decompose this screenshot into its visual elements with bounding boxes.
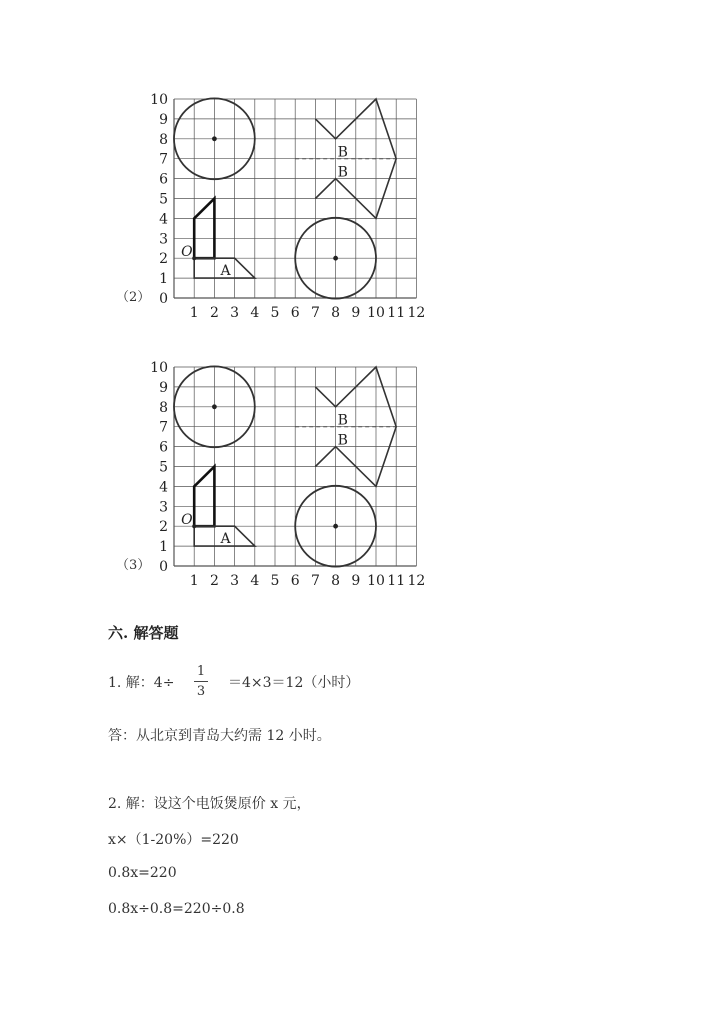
x-tick-label: 9: [351, 305, 361, 321]
x-tick-label: 5: [270, 573, 280, 589]
shape-b-label: B: [337, 432, 348, 449]
coordinate-grid-2: [108, 90, 438, 320]
x-tick-label: 7: [310, 573, 320, 589]
shape-rotated: [194, 199, 214, 259]
y-tick-label: 8: [159, 399, 168, 416]
y-tick-label: 5: [159, 459, 168, 476]
y-tick-label: 6: [159, 439, 168, 456]
circle-bottom-center: [333, 524, 338, 529]
figure-label-2: （2）: [116, 290, 151, 305]
origin-point: [192, 256, 196, 260]
q1-prefix: 1. 解：4÷: [108, 675, 175, 691]
figure-label-3: （3）: [116, 558, 151, 573]
y-tick-label: 3: [159, 499, 168, 516]
x-tick-label: 1: [189, 305, 199, 321]
y-tick-label: 7: [159, 151, 168, 168]
x-tick-label: 3: [230, 305, 240, 321]
origin-point: [192, 524, 196, 528]
x-tick-label: 5: [270, 305, 280, 321]
y-tick-label: 5: [159, 191, 168, 208]
y-tick-label: 2: [159, 251, 168, 268]
y-tick-label: 0: [159, 559, 168, 575]
shape-rotated: [194, 467, 214, 527]
shape-b-label: B: [337, 144, 348, 161]
y-tick-label: 1: [159, 539, 168, 556]
x-tick-label: 11: [387, 305, 406, 321]
circle-top-center: [212, 404, 217, 409]
x-tick-label: 8: [331, 573, 341, 589]
y-tick-label: 9: [159, 379, 168, 396]
x-tick-label: 8: [331, 305, 341, 321]
shape-a-label: A: [220, 531, 231, 548]
shape-a-label: A: [220, 263, 231, 280]
coordinate-figure-3: [108, 358, 438, 588]
q2-line-2: x×（1-20%）=220: [108, 832, 239, 848]
y-tick-label: 2: [159, 519, 168, 536]
x-tick-label: 6: [290, 573, 300, 589]
x-tick-label: 12: [407, 573, 426, 589]
shape-b-label: B: [337, 412, 348, 429]
x-tick-label: 12: [407, 305, 426, 321]
q2-line-4: 0.8x÷0.8=220÷0.8: [108, 901, 245, 917]
fraction-numerator: 1: [196, 664, 206, 679]
y-tick-label: 7: [159, 419, 168, 436]
shape-b-label: B: [337, 164, 348, 181]
x-tick-label: 10: [367, 305, 385, 321]
q2-line-3: 0.8x=220: [108, 865, 177, 881]
coordinate-grid-3: [108, 358, 438, 588]
origin-label: O: [181, 512, 193, 529]
y-tick-label: 4: [159, 211, 168, 228]
y-tick-label: 1: [159, 271, 168, 288]
fraction-denominator: 3: [196, 684, 206, 699]
q1-fraction: [194, 664, 208, 699]
x-tick-label: 2: [209, 573, 219, 589]
x-tick-label: 1: [189, 573, 199, 589]
y-tick-label: 4: [159, 479, 168, 496]
x-tick-label: 6: [290, 305, 300, 321]
q1-suffix: ＝4×3＝12（小时）: [228, 675, 360, 691]
circle-top-center: [212, 136, 217, 141]
y-tick-label: 0: [159, 291, 168, 307]
x-tick-label: 3: [230, 573, 240, 589]
y-tick-label: 9: [159, 111, 168, 128]
y-tick-label: 3: [159, 231, 168, 248]
q2-line-1: 2. 解：设这个电饭煲原价 x 元，: [108, 796, 311, 812]
x-tick-label: 11: [387, 573, 406, 589]
q1-answer: 答：从北京到青岛大约需 12 小时。: [108, 728, 331, 744]
y-tick-label: 6: [159, 171, 168, 188]
x-tick-label: 2: [209, 305, 219, 321]
x-tick-label: 10: [367, 573, 385, 589]
x-tick-label: 7: [310, 305, 320, 321]
section-title: 六. 解答题: [108, 624, 179, 642]
x-tick-label: 4: [250, 573, 260, 589]
coordinate-figure-2: [108, 90, 438, 320]
circle-bottom-center: [333, 256, 338, 261]
origin-label: O: [181, 244, 193, 261]
x-tick-label: 9: [351, 573, 361, 589]
fraction-bar: [194, 681, 208, 682]
y-tick-label: 10: [150, 360, 168, 376]
y-tick-label: 8: [159, 131, 168, 148]
y-tick-label: 10: [150, 92, 168, 108]
x-tick-label: 4: [250, 305, 260, 321]
